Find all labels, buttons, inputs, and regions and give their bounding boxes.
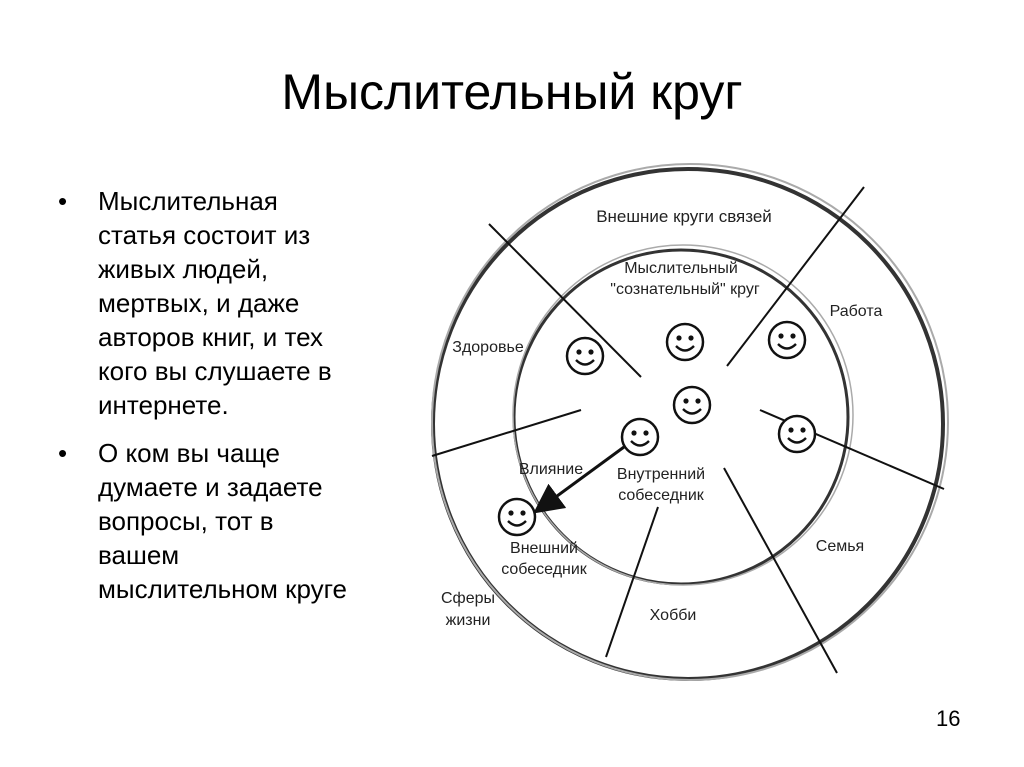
bullet-marker: •	[58, 186, 68, 216]
smiley-icon	[667, 324, 703, 360]
outer-circle-label: Внешние круги связей	[596, 207, 772, 226]
smiley-icon	[779, 416, 815, 452]
influence-arrow	[538, 447, 624, 510]
smiley-icon	[622, 419, 658, 455]
outer-interlocutor-label-line2: собеседник	[501, 561, 587, 578]
slide-title: Мыслительный круг	[281, 64, 743, 120]
influence-label: Влияние	[518, 461, 584, 478]
bullet-text: О ком вы чаще думаете и задаете вопросы, тот в вашем мыслительном круге	[98, 438, 348, 604]
inner-circle-label-line1: Мыслительный	[624, 260, 738, 277]
divider-line-left	[432, 410, 581, 456]
bullet-text: Мыслительная статья состоит из живых людей, мертвых, и даже авторов книг, и тех кого вы слушаете в интернете.	[98, 186, 332, 420]
page-number: 16	[936, 706, 961, 731]
sphere-label-life-line2: жизни	[445, 612, 491, 629]
sphere-label-life-line1: Сферы	[440, 590, 496, 607]
sphere-label-work: Работа	[829, 303, 883, 320]
sphere-label-family: Семья	[815, 538, 865, 555]
inner-circle-label-line2: "сознательный" круг	[610, 281, 760, 298]
smiley-icon	[674, 387, 710, 423]
smiley-icon	[499, 499, 535, 535]
sphere-label-health: Здоровье	[452, 339, 524, 356]
bullet-marker: •	[58, 438, 68, 468]
sphere-label-hobby: Хобби	[649, 607, 697, 624]
divider-line-bottom-right	[724, 468, 837, 673]
inner-interlocutor-label-line2: собеседник	[618, 487, 704, 504]
smiley-icon	[567, 338, 603, 374]
inner-interlocutor-label-line1: Внутренний	[616, 466, 706, 483]
outer-interlocutor-label-line1: Внешний	[510, 540, 578, 557]
smiley-icon	[769, 322, 805, 358]
